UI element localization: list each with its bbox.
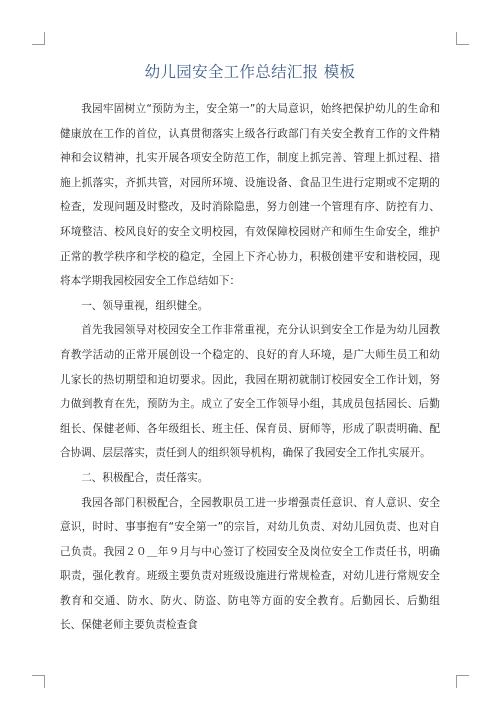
section-heading-2: 二、积极配合，责任落实。 [81,471,209,484]
document-title: 幼儿园安全工作总结汇报 模板 [144,63,356,81]
corner-mark-top-left [32,32,45,45]
paragraph-intro: 我园牢固树立“预防为主，安全第一”的大局意识，始终把保护幼儿的生命和健康放在工作的首位，认真贯彻落实上级各行政部门有关安全教育工作的文件精神和会议精神，扎实开展各项安全防范工作，制度上抓完善、管理上抓过程、措施上抓落实，齐抓共管，对园所环境、设施设备、食品卫生进行定期或不定期的检查，发现问题及时整改，及时消除隐患，努力创建一个管理有序、防控有力、环境整洁、校风良好的安全文明校园，有效保障校园财产和师生生命安全，维护正常的教学秩序和学校的稳定，全园上下齐心协力，积极创建平安和谐校园，现将本学期我园校园安全工作总结如下： [60,103,440,288]
paragraph-section-1: 首先我园领导对校园安全工作非常重视，充分认识到安全工作是为幼儿园教育教学活动的正常开展创设一个稳定的、良好的育人环境，是广大师生员工和幼儿家长的热切期望和迫切要求。因此，我园在期初就制订校园安全工作计划，努力做到教育在先，预防为主。成立了安全工作领导小组，其成员包括园长、后勤组长、保健老师、各年级组长、班主任、保育员、厨师等，形成了职责明确、配合协调、层层落实，责任到人的组织领导机构，确保了我园安全工作扎实展开。 [60,324,440,460]
section-heading-1: 一、领导重视，组织健全。 [81,299,209,312]
corner-mark-top-right [456,32,469,45]
corner-mark-bottom-right [456,675,469,688]
corner-mark-bottom-left [32,675,45,688]
paragraph-section-2: 我园各部门积极配合，全园教职员工进一步增强责任意识、育人意识、安全意识，时时、事事抱有“安全第一”的宗旨，对幼儿负责、对幼儿园负责、也对自己负责。我园２０＿年９月与中心签订了校园安全及岗位安全工作责任书，明确职责，强化教育。班级主要负责对班级设施进行常规检查，对幼儿进行常规安全教育和交通、防水、防火、防盗、防电等方面的安全教育。后勤园长、后勤组长、保健老师主要负责检查食 [60,496,440,632]
document-body [60,97,440,638]
